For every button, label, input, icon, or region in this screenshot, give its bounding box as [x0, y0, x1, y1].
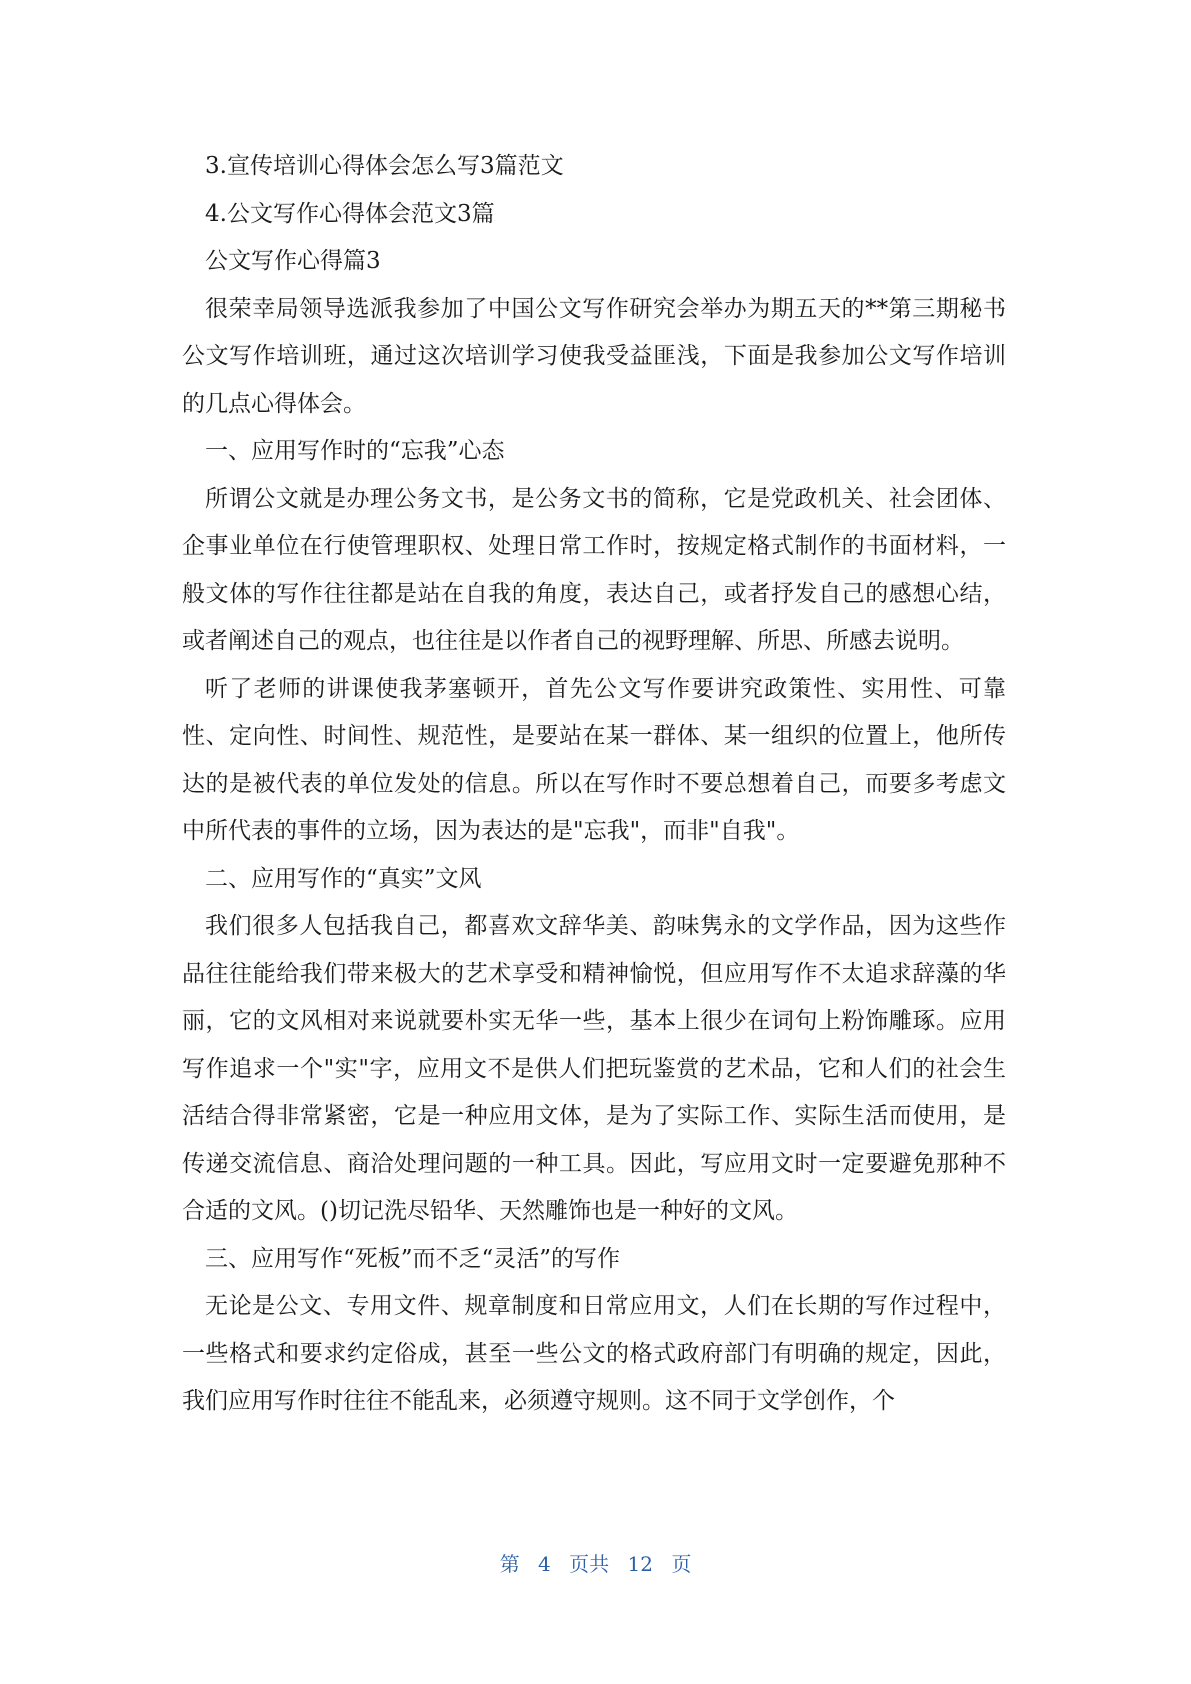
document-body	[182, 143, 1006, 1426]
paragraph-list-item-3: 3.宣传培训心得体会怎么写3篇范文	[205, 153, 564, 179]
heading-section-1: 一、应用写作时的“忘我”心态	[205, 438, 505, 464]
page-footer	[0, 1548, 1191, 1577]
paragraph-section-3: 无论是公文、专用文件、规章制度和日常应用文，人们在长期的写作过程中，一些格式和要求约定俗成，甚至一些公文的格式政府部门有明确的规定，因此，我们应用写作时往往不能乱来，必须遵守规则。这不同于文学创作，个	[182, 1293, 1006, 1414]
paragraph-section-1a: 所谓公文就是办理公务文书，是公务文书的简称，它是党政机关、社会团体、企事业单位在行使管理职权、处理日常工作时，按规定格式制作的书面材料，一般文体的写作往往都是站在自我的角度，表达自己，或者抒发自己的感想心结，或者阐述自己的观点，也往往是以作者自己的视野理解、所思、所感去说明。	[182, 485, 1006, 654]
footer-current-page: 4	[538, 1552, 551, 1576]
paragraph-intro: 很荣幸局领导选派我参加了中国公文写作研究会举办为期五天的**第三期秘书公文写作培训班，通过这次培训学习使我受益匪浅，下面是我参加公文写作培训的几点心得体会。	[182, 295, 1006, 417]
heading-section-3: 三、应用写作“死板”而不乏“灵活”的写作	[205, 1245, 621, 1272]
section-title: 公文写作心得篇3	[205, 248, 381, 274]
footer-total-pages: 12	[627, 1552, 653, 1576]
footer-suffix: 页	[671, 1552, 692, 1576]
paragraph-list-item-4: 4.公文写作心得体会范文3篇	[205, 200, 495, 227]
footer-middle: 页共	[569, 1552, 610, 1576]
paragraph-section-2: 我们很多人包括我自己，都喜欢文辞华美、韵味隽永的文学作品，因为这些作品往往能给我们带来极大的艺术享受和精神愉悦，但应用写作不太追求辞藻的华丽，它的文风相对来说就要朴实无华一些，基本上很少在词句上粉饰雕琢。应用写作追求一个"实"字，应用文不是供人们把玩鉴赏的艺术品，它和人们的社会生活结合得非常紧密，它是一种应用文体，是为了实际工作、实际生活而使用，是传递交流信息、商洽处理问题的一种工具。因此，写应用文时一定要避免那种不合适的文风。()切记洗尽铅华、天然雕饰也是一种好的文风。	[182, 913, 1006, 1224]
paragraph-section-1b: 听了老师的讲课使我茅塞顿开，首先公文写作要讲究政策性、实用性、可靠性、定向性、时间性、规范性，是要站在某一群体、某一组织的位置上，他所传达的是被代表的单位发处的信息。所以在写作时不要总想着自己，而要多考虑文中所代表的事件的立场，因为表达的是"忘我"，而非"自我"。	[182, 675, 1006, 844]
footer-prefix: 第	[499, 1552, 520, 1576]
heading-section-2: 二、应用写作的“真实”文风	[205, 865, 482, 892]
